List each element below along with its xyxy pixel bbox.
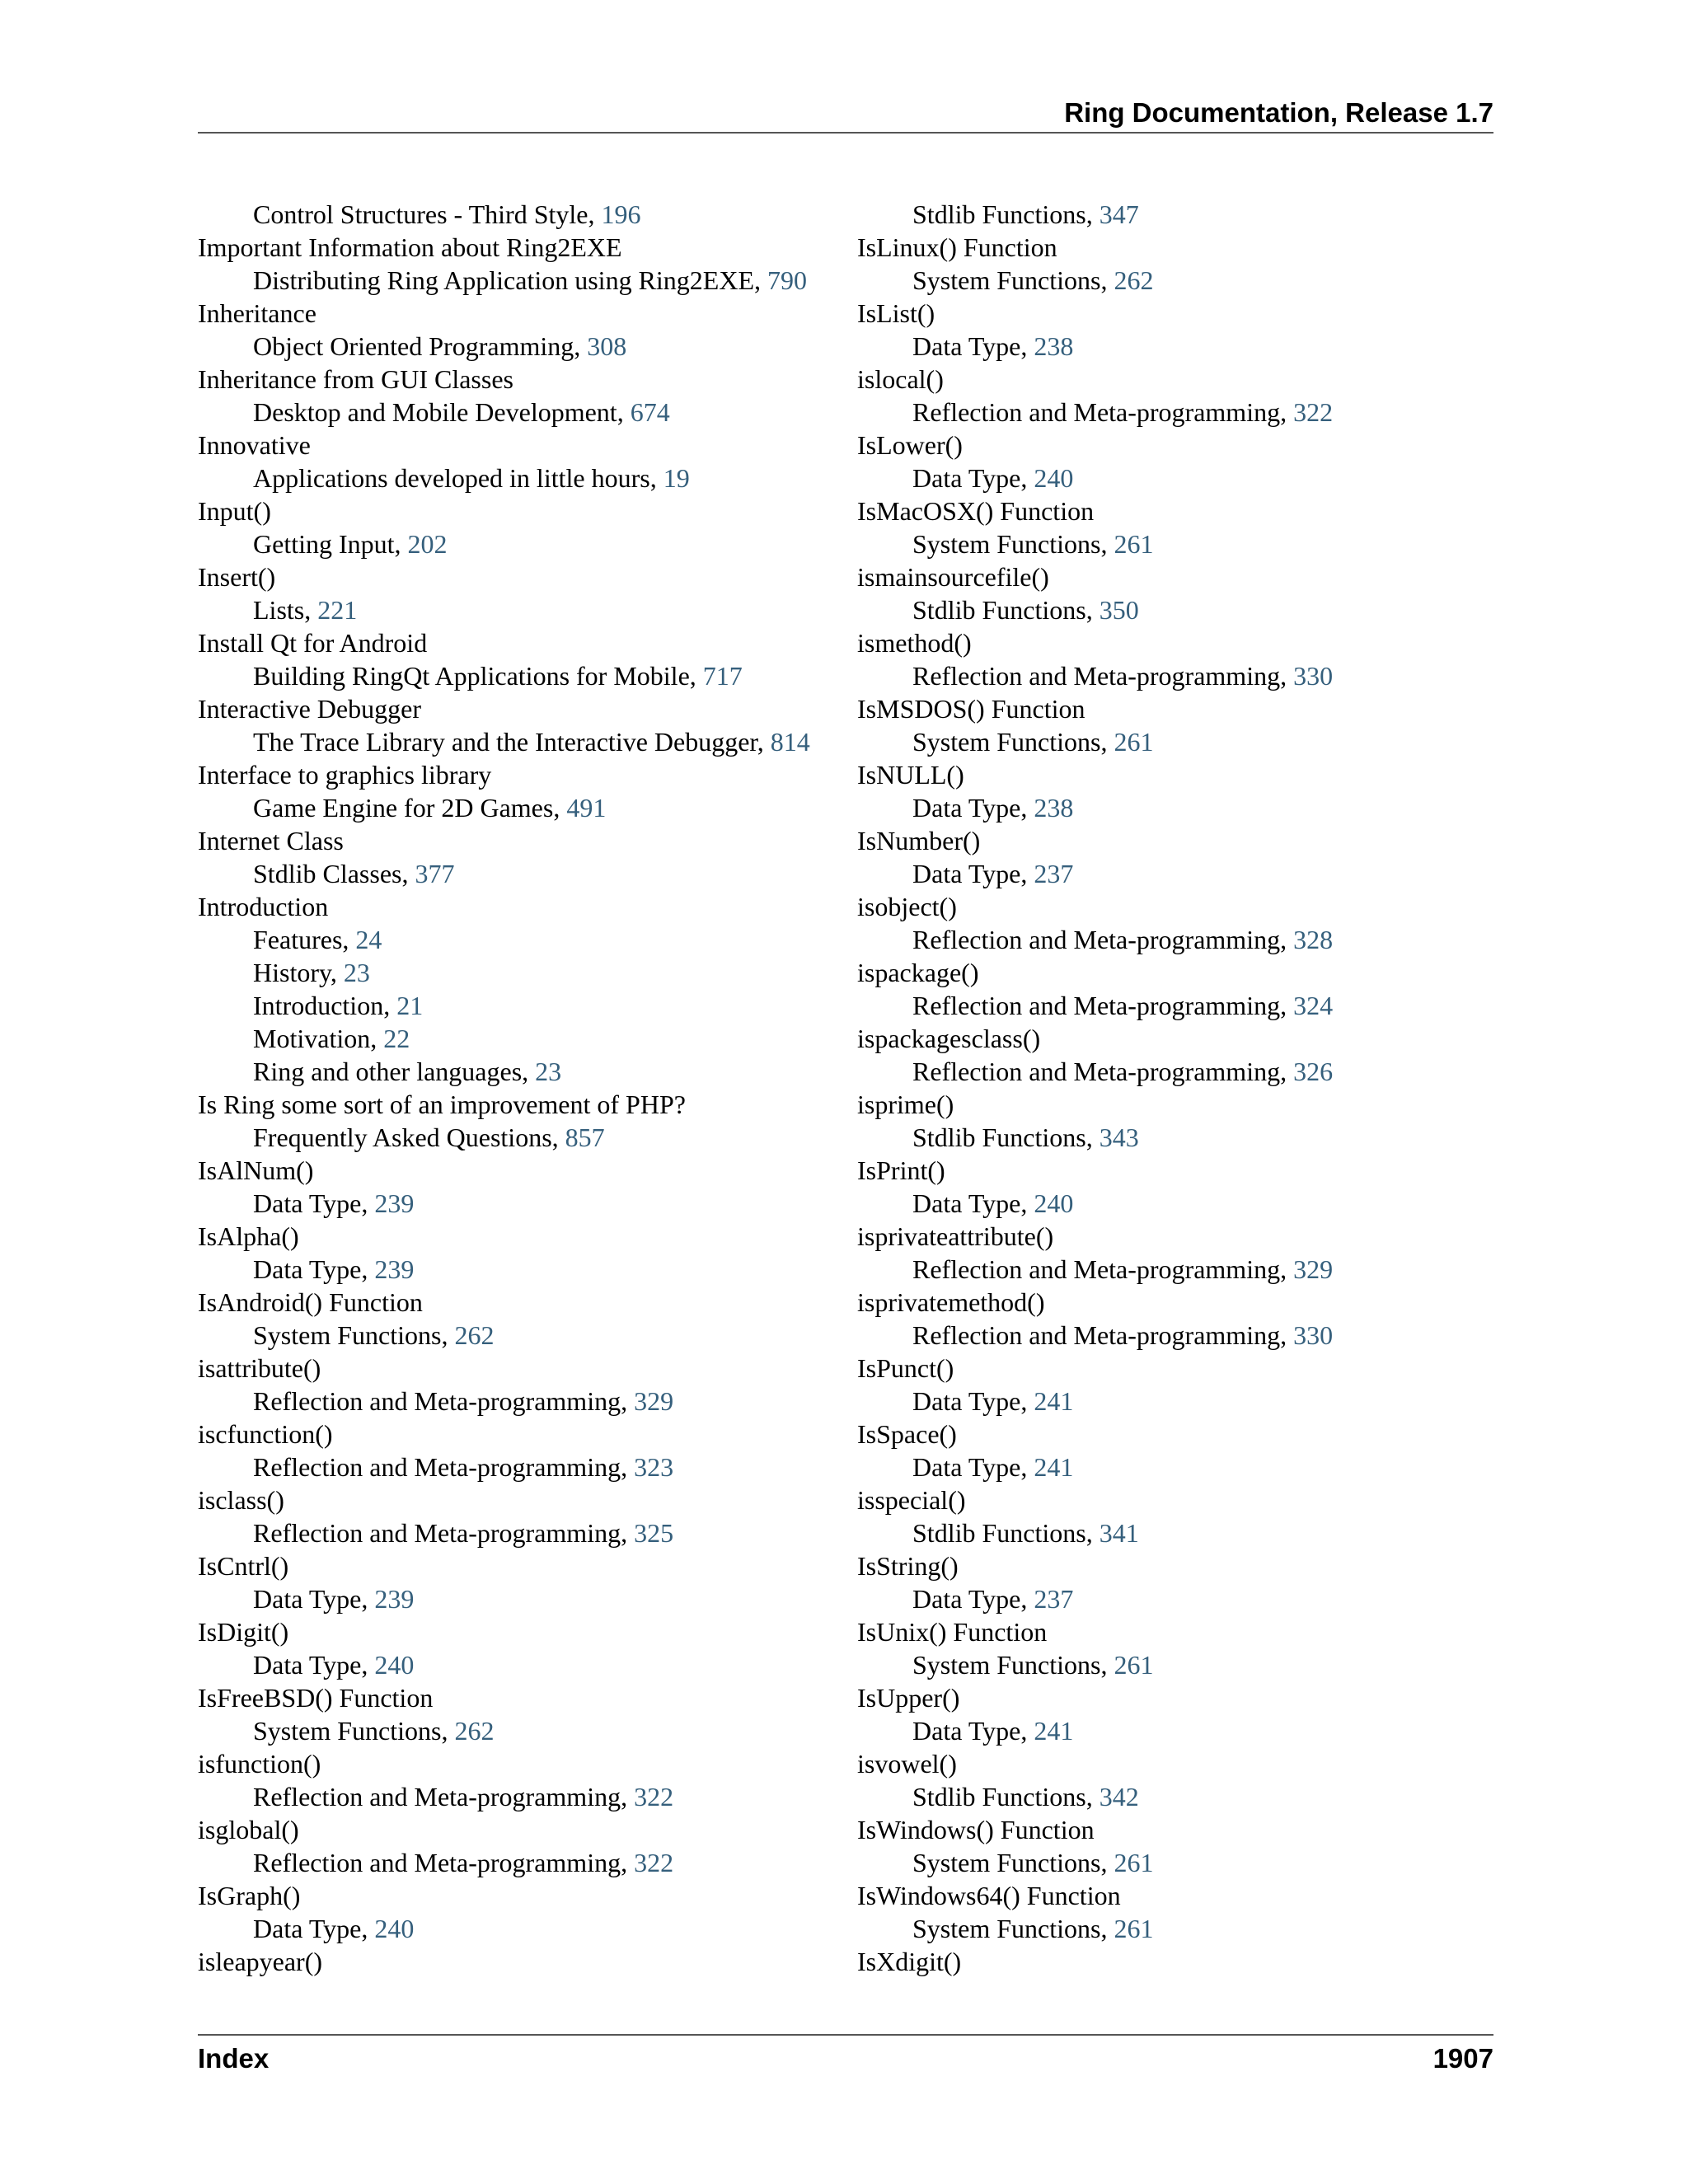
index-entry [857,1088,1500,1121]
index-subentry: System Functions, 262 [912,265,1154,295]
index-subentry: Data Type, 240 [912,463,1074,493]
index-subentry: System Functions, 261 [912,727,1154,757]
index-entry-text: Data Type [912,1452,1021,1482]
index-entry-text: ismethod() [857,628,972,658]
index-entry-text: Object Oriented Programming [253,331,574,361]
index-entry [198,1220,841,1253]
page-number-link[interactable]: 347 [1099,199,1139,229]
index-entry-text: Stdlib Functions [912,199,1086,229]
page-number-link[interactable]: 262 [454,1716,495,1746]
index-entry [198,1945,841,1978]
index-entry [198,1813,841,1846]
index-entry-text: Reflection and Meta-programming [253,1848,621,1877]
index-subentry: Reflection and Meta-programming, 322 [912,397,1334,427]
index-entry [198,1418,841,1451]
index-entry-text: System Functions [912,1848,1101,1877]
index-entry [198,1483,841,1516]
index-subentry: Reflection and Meta-programming, 330 [912,661,1334,691]
page-number-link[interactable]: 23 [343,958,370,987]
index-subentry: Data Type, 239 [253,1188,415,1218]
index-entry-text: System Functions [912,265,1101,295]
page-number-link[interactable]: 324 [1293,991,1334,1020]
index-entry [198,626,841,659]
index-entry-text: Features [253,925,343,954]
index-entry [198,1088,841,1121]
index-entry-text: Motivation [253,1024,371,1053]
index-entry-text: Reflection and Meta-programming [253,1386,621,1416]
index-entry-text: isobject() [857,892,957,921]
index-entry [857,429,1500,462]
index-entry-text: IsAlNum() [198,1155,314,1185]
footer-section-label: Index [198,2043,270,2074]
page-number-link[interactable]: 322 [634,1848,674,1877]
index-entry-text: Interactive Debugger [198,694,421,724]
page-number-link[interactable]: 239 [374,1584,415,1614]
index-entry-text: isleapyear() [198,1947,323,1976]
page-number-link[interactable]: 341 [1099,1518,1139,1548]
index-entry-text: IsLower() [857,430,963,460]
index-entry-text: Control Structures - Third Style [253,199,588,229]
index-entry-text: isspecial() [857,1485,966,1515]
page-number-link[interactable]: 237 [1034,1584,1074,1614]
index-subentry: Object Oriented Programming, 308 [253,331,627,361]
index-entry-text: Input() [198,496,271,526]
page-number-link[interactable]: 491 [566,793,607,823]
index-entry-text: Data Type [253,1584,362,1614]
index-entry-text: Building RingQt Applications for Mobile [253,661,690,691]
index-subentry: Data Type, 238 [912,331,1074,361]
index-subentry: System Functions, 261 [912,1650,1154,1680]
index-entry-text: Frequently Asked Questions [253,1122,552,1152]
index-entry-text: Data Type [253,1254,362,1284]
index-subentry: Introduction, 21 [253,991,424,1020]
page-number-link[interactable]: 196 [601,199,641,229]
index-subentry: Data Type, 240 [253,1650,415,1680]
page-number-link[interactable]: 22 [383,1024,410,1053]
index-entry-text: Game Engine for 2D Games [253,793,554,823]
index-subentry: Stdlib Functions, 347 [912,199,1139,229]
index-entry-text: Data Type [912,1188,1021,1218]
index-entry [198,1549,841,1582]
index-entry-text: IsAlpha() [198,1221,299,1251]
index-subentry: History, 23 [253,958,370,987]
index-entry-text: Reflection and Meta-programming [253,1782,621,1811]
index-subentry: Reflection and Meta-programming, 323 [253,1452,674,1482]
page-number-link[interactable]: 329 [1293,1254,1334,1284]
index-subentry: Data Type, 237 [912,1584,1074,1614]
index-entry [857,626,1500,659]
index-column-left [198,198,841,1978]
index-subentry: Stdlib Classes, 377 [253,859,455,888]
page-number-link[interactable]: 342 [1099,1782,1139,1811]
page-number-link[interactable]: 23 [535,1057,562,1086]
page-number-link[interactable]: 343 [1099,1122,1139,1152]
index-subentry: Control Structures - Third Style, 196 [253,199,641,229]
index-entry-text: ismainsourcefile() [857,562,1049,592]
page-number-link[interactable]: 19 [663,463,690,493]
index-entry-text: Stdlib Classes [253,859,402,888]
page-number-link[interactable]: 350 [1099,595,1139,625]
index-entry-text: IsXdigit() [857,1947,962,1976]
index-entry-text: Distributing Ring Application using Ring2EXE [253,265,754,295]
index-entry-text: isvowel() [857,1749,957,1779]
index-entry [857,1154,1500,1187]
page-number-link[interactable]: 377 [415,859,455,888]
index-entry [857,956,1500,989]
index-subentry: Data Type, 240 [912,1188,1074,1218]
page-number-link[interactable]: 857 [565,1122,605,1152]
index-entry [857,1615,1500,1648]
page-number-link[interactable]: 261 [1114,1914,1154,1943]
index-entry-text: isprivateattribute() [857,1221,1054,1251]
index-entry-text: Reflection and Meta-programming [912,1254,1281,1284]
index-entry-text: Reflection and Meta-programming [912,661,1281,691]
index-entry-text: System Functions [912,529,1101,559]
index-entry-text: isfunction() [198,1749,321,1779]
index-entry [857,1549,1500,1582]
page-number-link[interactable]: 326 [1293,1057,1334,1086]
page-number-link[interactable]: 261 [1114,1650,1154,1680]
index-entry-text: Data Type [912,331,1021,361]
index-entry-text: The Trace Library and the Interactive Debugger [253,727,757,757]
page-number-link[interactable]: 814 [770,727,810,757]
index-entry [857,1220,1500,1253]
index-entry [857,1352,1500,1385]
page-number-link[interactable]: 790 [767,265,807,295]
index-entry [857,1681,1500,1714]
index-subentry: Reflection and Meta-programming, 322 [253,1782,674,1811]
index-entry-text: History [253,958,331,987]
index-entry-text: Data Type [912,1386,1021,1416]
index-entry [198,363,841,396]
page-number-link[interactable]: 322 [634,1782,674,1811]
index-entry-text: System Functions [253,1320,442,1350]
index-subentry: Reflection and Meta-programming, 329 [253,1386,674,1416]
index-subentry: Motivation, 22 [253,1024,410,1053]
index-entry-text: isprivatemethod() [857,1287,1045,1317]
index-entry-text: Lists [253,595,305,625]
index-entry-text: ispackage() [857,958,979,987]
index-entry-text: IsNULL() [857,760,964,790]
index-entry-text: Introduction [253,991,384,1020]
index-entry-text: Reflection and Meta-programming [912,397,1281,427]
index-subentry: Getting Input, 202 [253,529,448,559]
index-entry [198,692,841,725]
index-subentry: Reflection and Meta-programming, 330 [912,1320,1334,1350]
page-number-link[interactable]: 238 [1034,793,1074,823]
index-entry [857,297,1500,330]
index-entry-text: System Functions [912,1914,1101,1943]
index-entry-text: IsMacOSX() Function [857,496,1095,526]
page-number-link[interactable]: 241 [1034,1452,1074,1482]
index-entry [198,824,841,857]
index-entry [857,1483,1500,1516]
index-entry-text: Stdlib Functions [912,1518,1086,1548]
index-entry-text: Reflection and Meta-programming [253,1452,621,1482]
index-entry-text: iscfunction() [198,1419,333,1449]
page-number-link[interactable]: 239 [374,1254,415,1284]
index-subentry: The Trace Library and the Interactive Debugger, 814 [253,727,810,757]
index-entry [198,429,841,462]
index-entry-text: IsString() [857,1551,959,1581]
index-entry-text: isattribute() [198,1353,321,1383]
index-entry [857,363,1500,396]
index-entry-text: Data Type [912,859,1021,888]
index-entry-text: IsDigit() [198,1617,289,1647]
index-entry-text: Introduction [198,892,329,921]
index-entry-text: Stdlib Functions [912,595,1086,625]
page-number-link[interactable]: 221 [317,595,358,625]
index-entry [857,1945,1500,1978]
index-entry [857,890,1500,923]
index-entry-text: ispackagesclass() [857,1024,1041,1053]
index-entry-text: Data Type [912,793,1021,823]
index-subentry: Data Type, 238 [912,793,1074,823]
page-number-link[interactable]: 325 [634,1518,674,1548]
index-subentry: Reflection and Meta-programming, 328 [912,925,1334,954]
index-entry-text: Is Ring some sort of an improvement of PHP? [198,1090,686,1119]
index-entry [857,1879,1500,1912]
index-entry [198,1154,841,1187]
page-footer [198,2034,1493,2077]
page-number: 1907 [1432,2043,1493,2074]
page-number-link[interactable]: 308 [587,331,627,361]
index-entry-text: IsPunct() [857,1353,954,1383]
index-subentry: System Functions, 262 [253,1716,495,1746]
index-entry [198,1681,841,1714]
index-entry-text: isclass() [198,1485,284,1515]
index-entry-text: System Functions [253,1716,442,1746]
document-title: Ring Documentation, Release 1.7 [1064,97,1493,128]
index-entry [198,560,841,593]
page-number-link[interactable]: 717 [702,661,743,691]
index-entry [198,890,841,923]
page-number-link[interactable]: 240 [374,1650,415,1680]
index-entry-text: Data Type [253,1914,362,1943]
index-entry-text: Applications developed in little hours [253,463,650,493]
index-entry-text: Inheritance [198,298,316,328]
index-subentry: Data Type, 241 [912,1386,1074,1416]
index-entry [857,560,1500,593]
page-number-link[interactable]: 329 [634,1386,674,1416]
index-entry-text: Getting Input [253,529,395,559]
index-entry-text: Stdlib Functions [912,1782,1086,1811]
page-number-link[interactable]: 241 [1034,1386,1074,1416]
index-subentry: Data Type, 239 [253,1584,415,1614]
page-number-link[interactable]: 238 [1034,331,1074,361]
index-entry-text: Inheritance from GUI Classes [198,364,513,394]
page-number-link[interactable]: 261 [1114,529,1154,559]
index-entry-text: Data Type [912,463,1021,493]
index-subentry: System Functions, 261 [912,529,1154,559]
index-entry-text: Stdlib Functions [912,1122,1086,1152]
index-entry-text: Internet Class [198,826,344,855]
index-entry [857,758,1500,791]
index-subentry: Desktop and Mobile Development, 674 [253,397,670,427]
index-subentry: System Functions, 261 [912,1914,1154,1943]
index-entry [198,1879,841,1912]
index-entry [857,692,1500,725]
index-entry [857,1418,1500,1451]
index-entry-text: Interface to graphics library [198,760,492,790]
page-number-link[interactable]: 330 [1293,1320,1334,1350]
index-subentry: Stdlib Functions, 343 [912,1122,1139,1152]
index-entry-text: Install Qt for Android [198,628,428,658]
index-entry-text: Reflection and Meta-programming [912,925,1281,954]
index-subentry: Data Type, 239 [253,1254,415,1284]
index-entry-text: Reflection and Meta-programming [912,1320,1281,1350]
index-subentry: Applications developed in little hours, 19 [253,463,690,493]
page-number-link[interactable]: 24 [355,925,382,954]
index-entry-text: IsAndroid() Function [198,1287,423,1317]
index-entry-text: IsUnix() Function [857,1617,1048,1647]
index-subentry: Reflection and Meta-programming, 329 [912,1254,1334,1284]
page-number-link[interactable]: 261 [1114,1848,1154,1877]
index-subentry: Stdlib Functions, 341 [912,1518,1139,1548]
page-number-link[interactable]: 674 [630,397,670,427]
page-number-link[interactable]: 241 [1034,1716,1074,1746]
index-entry-text: IsNumber() [857,826,981,855]
index-entry-text: IsLinux() Function [857,232,1057,262]
index-entry-text: Important Information about Ring2EXE [198,232,622,262]
index-entry [198,1615,841,1648]
index-entry-text: IsWindows64() Function [857,1881,1121,1910]
page-number-link[interactable]: 322 [1293,397,1334,427]
index-subentry: Data Type, 240 [253,1914,415,1943]
index-entry-text: Data Type [253,1188,362,1218]
page-number-link[interactable]: 330 [1293,661,1334,691]
index-subentry: Stdlib Functions, 350 [912,595,1139,625]
page-number-link[interactable]: 261 [1114,727,1154,757]
index-entry-text: Ring and other languages [253,1057,523,1086]
index-entry-text: Innovative [198,430,311,460]
page-header [198,94,1493,134]
index-entry-text: islocal() [857,364,944,394]
index-entry-text: Insert() [198,562,276,592]
index-subentry: Reflection and Meta-programming, 324 [912,991,1334,1020]
index-subentry: Building RingQt Applications for Mobile, 717 [253,661,743,691]
page-number-link[interactable]: 323 [634,1452,674,1482]
index-column-right [857,198,1500,1978]
index-entry [198,1747,841,1780]
page-number-link[interactable]: 262 [1114,265,1154,295]
index-subentry: Features, 24 [253,925,382,954]
index-entry-text: IsFreeBSD() Function [198,1683,434,1713]
index-entry-text: Desktop and Mobile Development [253,397,617,427]
index-entry [198,758,841,791]
index-entry [857,231,1500,264]
index-entry-text: IsMSDOS() Function [857,694,1085,724]
page-number-link[interactable]: 202 [407,529,448,559]
index-entry-text: Data Type [253,1650,362,1680]
page-number-link[interactable]: 21 [396,991,424,1020]
index-entry [857,494,1500,527]
index-entry-text: Data Type [912,1584,1021,1614]
index-subentry: Reflection and Meta-programming, 325 [253,1518,674,1548]
page-number-link[interactable]: 240 [1034,1188,1074,1218]
index-entry [857,824,1500,857]
index-entry-text: IsGraph() [198,1881,301,1910]
index-entry [857,1286,1500,1319]
index-subentry: Frequently Asked Questions, 857 [253,1122,605,1152]
index-subentry: Data Type, 241 [912,1716,1074,1746]
page-number-link[interactable]: 239 [374,1188,415,1218]
index-entry-text: System Functions [912,1650,1101,1680]
index-subentry: Reflection and Meta-programming, 326 [912,1057,1334,1086]
index-entry [198,297,841,330]
index-entry-text: Data Type [912,1716,1021,1746]
index-entry-text: Reflection and Meta-programming [253,1518,621,1548]
page-number-link[interactable]: 328 [1293,925,1334,954]
index-entry [198,494,841,527]
index-entry [198,231,841,264]
index-entry-text: IsPrint() [857,1155,945,1185]
page-number-link[interactable]: 237 [1034,859,1074,888]
index-entry-text: IsCntrl() [198,1551,289,1581]
index-entry-text: System Functions [912,727,1101,757]
index-entry [857,1022,1500,1055]
index-entry-text: Reflection and Meta-programming [912,991,1281,1020]
index-entry-text: isprime() [857,1090,954,1119]
index-subentry: Stdlib Functions, 342 [912,1782,1139,1811]
index-subentry: Reflection and Meta-programming, 322 [253,1848,674,1877]
index-entry-text: Reflection and Meta-programming [912,1057,1281,1086]
page-number-link[interactable]: 262 [454,1320,495,1350]
index-entry [857,1813,1500,1846]
index-entry-text: IsList() [857,298,935,328]
index-entry-text: IsWindows() Function [857,1815,1095,1844]
index-subentry: Ring and other languages, 23 [253,1057,562,1086]
index-entry-text: IsSpace() [857,1419,957,1449]
index-entry [857,1747,1500,1780]
index-subentry: Data Type, 241 [912,1452,1074,1482]
page-number-link[interactable]: 240 [1034,463,1074,493]
index-subentry: Game Engine for 2D Games, 491 [253,793,607,823]
page-number-link[interactable]: 240 [374,1914,415,1943]
index-subentry: Lists, 221 [253,595,358,625]
index-subentry: System Functions, 262 [253,1320,495,1350]
index-entry-text: isglobal() [198,1815,299,1844]
index-subentry: Distributing Ring Application using Ring2EXE, 790 [253,265,807,295]
index-entry [198,1352,841,1385]
index-entry [198,1286,841,1319]
index-subentry: Data Type, 237 [912,859,1074,888]
index-subentry: System Functions, 261 [912,1848,1154,1877]
index-entry-text: IsUpper() [857,1683,960,1713]
